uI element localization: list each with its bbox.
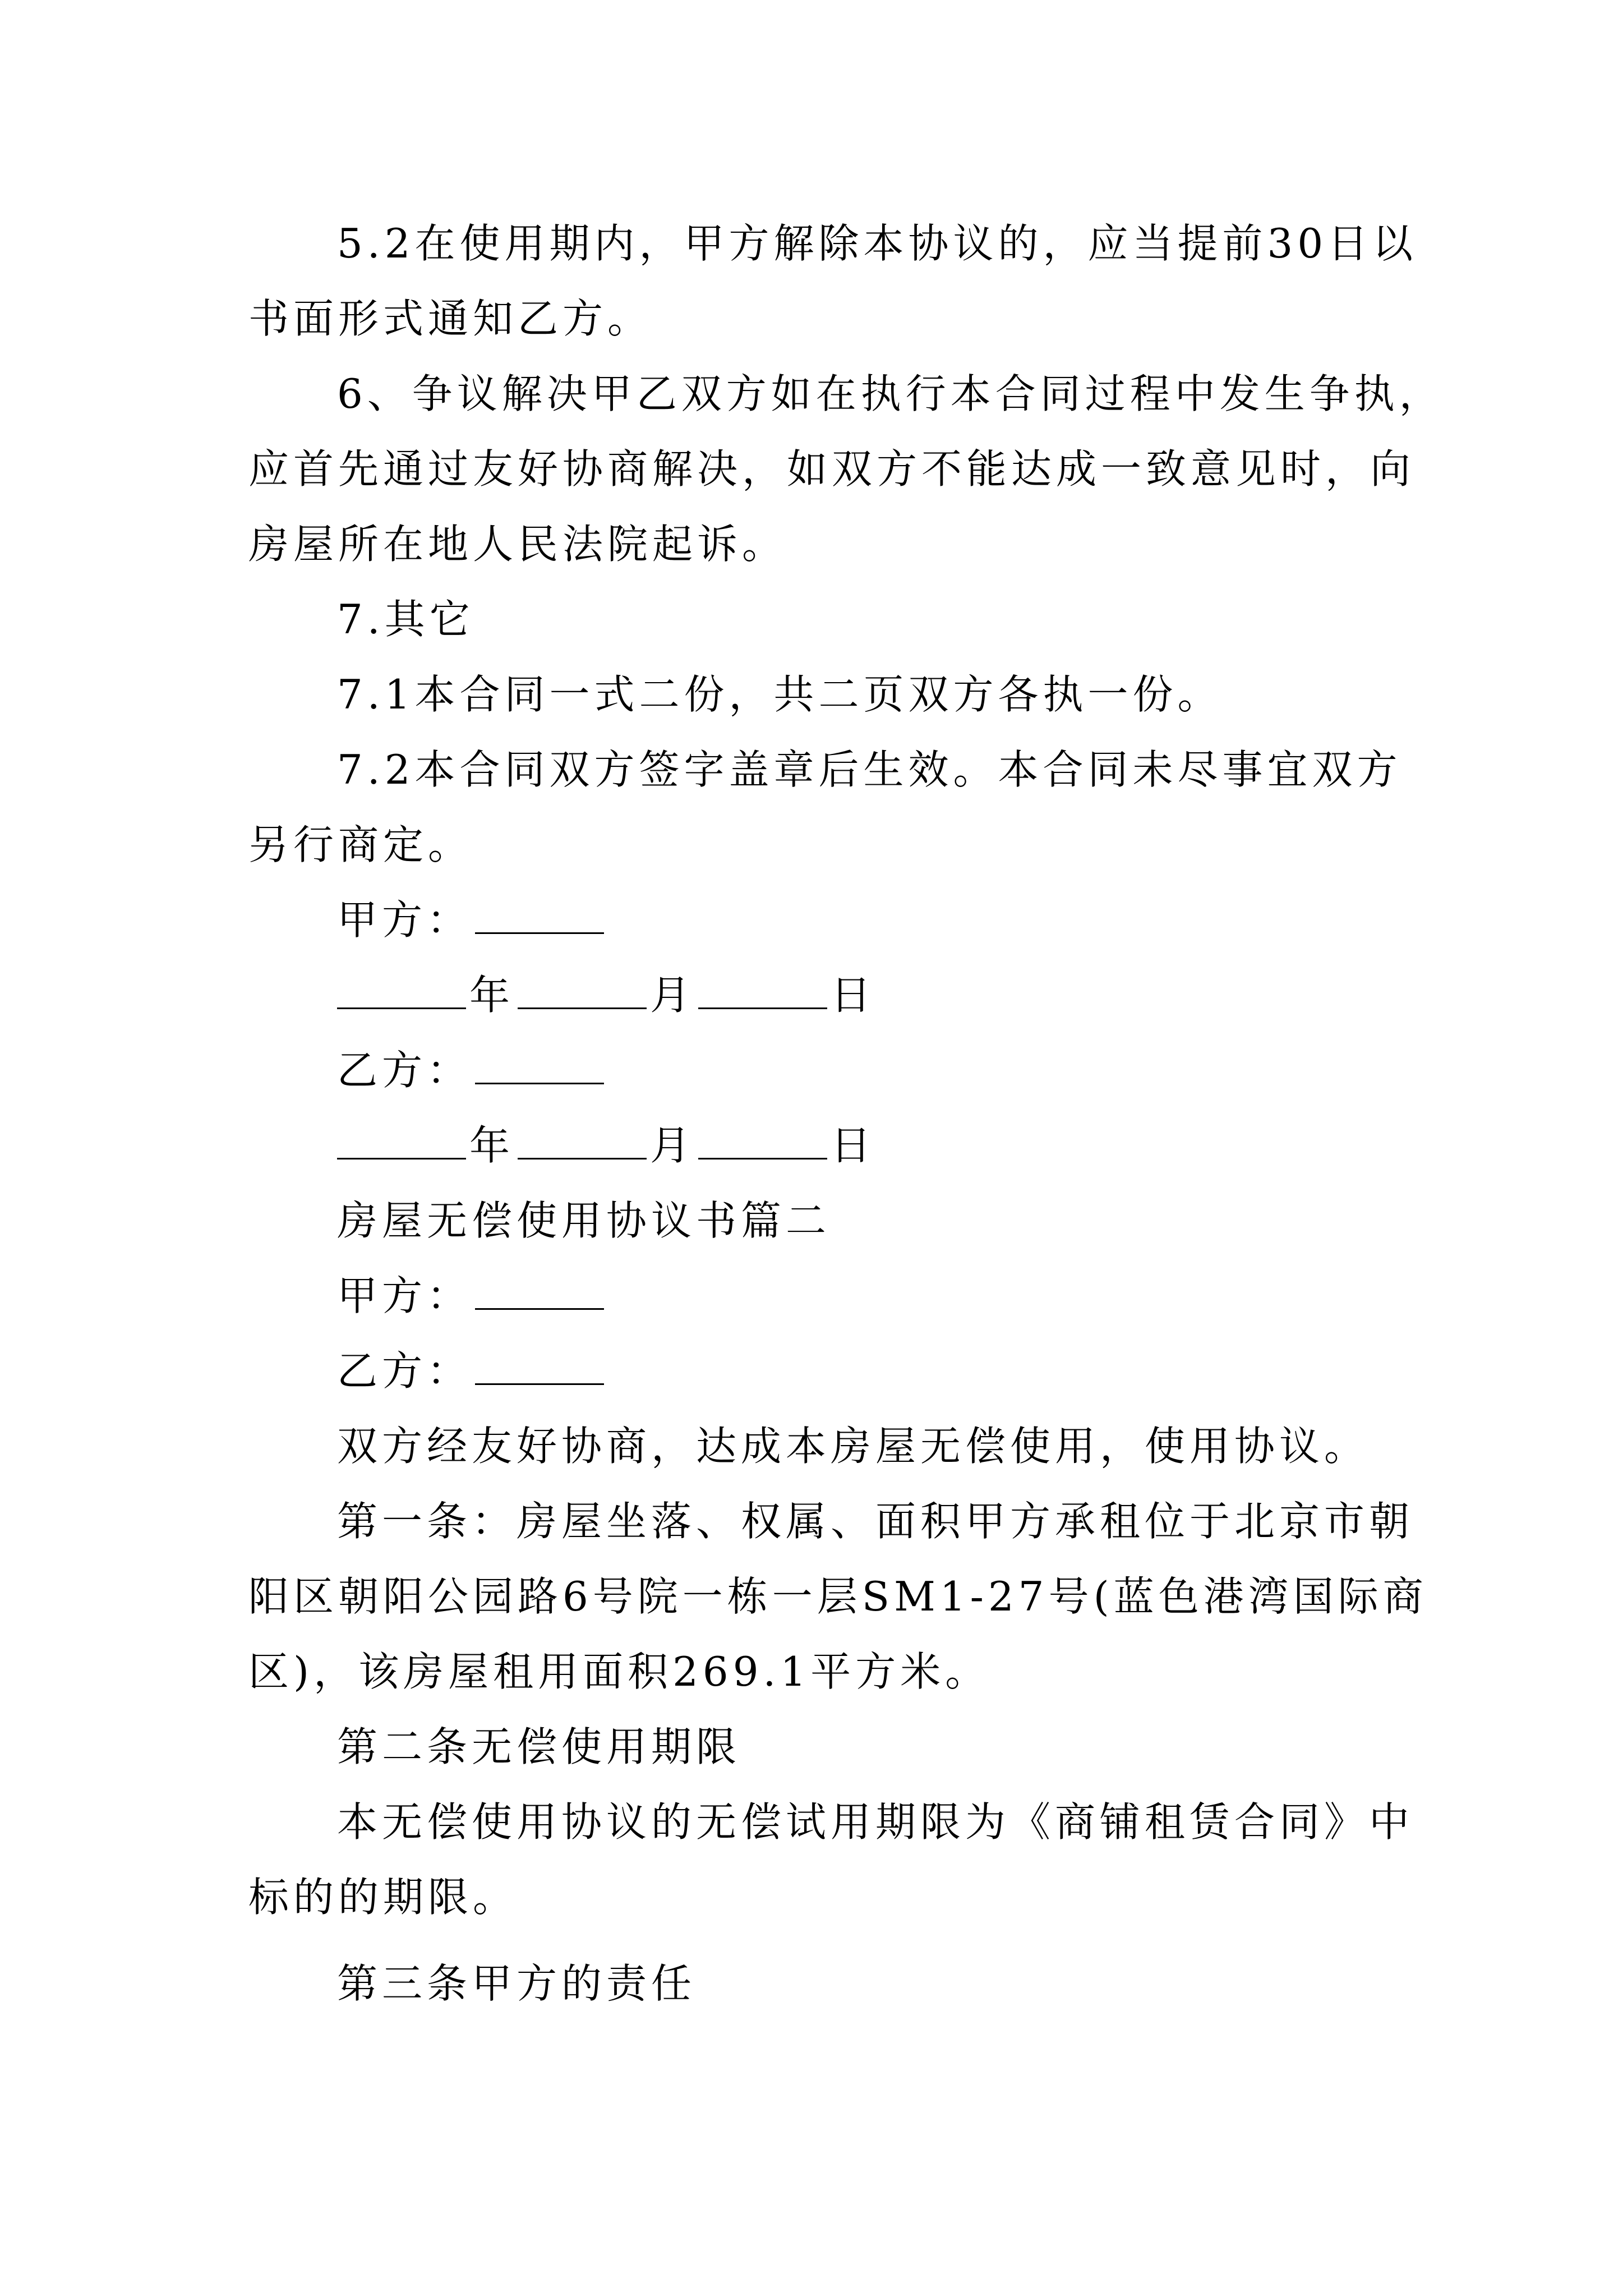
article-3-title: 第三条甲方的责任 <box>337 1960 697 2007</box>
paragraph-7-heading: 7.其它 <box>337 596 474 643</box>
month-blank <box>518 974 647 1009</box>
party-b-label: 乙方： <box>337 1047 472 1094</box>
paragraph-6-line-2: 应首先通过友好协商解决，如双方不能达成一致意见时，向 <box>248 445 1415 493</box>
month-blank <box>518 1124 647 1159</box>
article-1-line-3: 区)，该房屋租用面积269.1平方米。 <box>248 1648 990 1695</box>
article-1-line-1: 第一条：房屋坐落、权属、面积甲方承租位于北京市朝 <box>337 1498 1414 1545</box>
signature-date-b <box>337 1119 1504 1172</box>
party-a-label: 甲方： <box>337 1272 472 1319</box>
day-label: 日 <box>831 972 876 1019</box>
party-b-label: 乙方： <box>337 1347 472 1395</box>
signature-date-a <box>337 968 1504 1022</box>
party-b-blank <box>475 1049 604 1084</box>
day-label: 日 <box>831 1122 876 1169</box>
party-a-blank <box>475 899 604 934</box>
party-a-label: 甲方： <box>337 896 472 944</box>
article-2-line-1: 本无偿使用协议的无偿试用期限为《商铺租赁合同》中 <box>337 1798 1414 1846</box>
year-blank <box>337 1124 466 1159</box>
party-a-blank <box>475 1274 604 1310</box>
paragraph-5-2-line-1: 5.2在使用期内，甲方解除本协议的，应当提前30日以 <box>337 220 1418 267</box>
month-label: 月 <box>650 972 695 1019</box>
year-blank <box>337 974 466 1009</box>
paragraph-5-2-line-2: 书面形式通知乙方。 <box>248 295 653 342</box>
paragraph-7-2-line-1: 7.2本合同双方签字盖章后生效。本合同未尽事宜双方 <box>337 746 1402 793</box>
section-2-party-b <box>337 1344 1504 1398</box>
day-blank <box>698 974 827 1009</box>
paragraph-7-1: 7.1本合同一式二份，共二页双方各执一份。 <box>337 671 1223 718</box>
party-b-blank <box>475 1350 604 1385</box>
article-1-line-2: 阳区朝阳公园路6号院一栋一层SM1-27号(蓝色港湾国际商 <box>248 1573 1428 1620</box>
section-2-title: 房屋无偿使用协议书篇二 <box>337 1197 831 1244</box>
year-label: 年 <box>469 1122 515 1169</box>
article-2-title: 第二条无偿使用期限 <box>337 1723 741 1770</box>
year-label: 年 <box>469 972 515 1019</box>
section-2-intro: 双方经友好协商，达成本房屋无偿使用，使用协议。 <box>337 1423 1370 1470</box>
signature-party-a <box>337 893 1504 947</box>
article-2-line-2: 标的的期限。 <box>248 1874 518 1921</box>
day-blank <box>698 1124 827 1159</box>
paragraph-6-line-1: 6、争议解决甲乙双方如在执行本合同过程中发生争执， <box>337 370 1444 417</box>
paragraph-6-line-3: 房屋所在地人民法院起诉。 <box>248 521 787 568</box>
paragraph-7-2-line-2: 另行商定。 <box>248 821 473 868</box>
signature-party-b <box>337 1043 1504 1097</box>
section-2-party-a <box>337 1269 1504 1323</box>
month-label: 月 <box>650 1122 695 1169</box>
